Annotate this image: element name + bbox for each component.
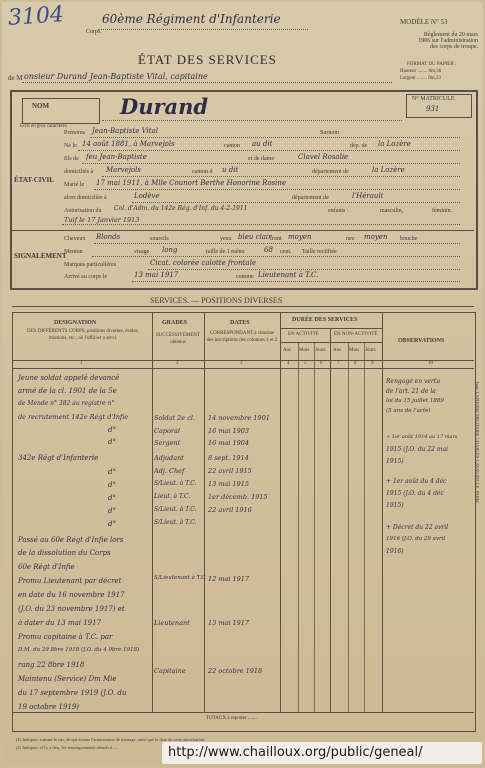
designation-line: d° (108, 481, 116, 489)
date-entry: 14 novembre 1901 (208, 414, 270, 422)
autorisation-label: Autorisation du (64, 208, 102, 214)
dept2-label: département de (312, 169, 349, 175)
grade-entry: S/Lieut. à T.C. (154, 506, 197, 513)
grade-entry: S/Lieut. à T.C. (154, 480, 197, 487)
observation-line: 1915 (J.O. du 4 déc (386, 490, 444, 497)
col-num-2: 2 (176, 361, 179, 366)
format-largeur: Largeur ........ 0m,23 (400, 76, 441, 81)
col-mois-1: Mois (299, 348, 310, 353)
date-entry: 12 mai 1917 (208, 575, 250, 583)
designation-line: d° (108, 507, 116, 515)
totaux-label: TOTAUX à reporter ........ (206, 716, 258, 721)
document-title: ÉTAT DES SERVICES (138, 52, 277, 67)
observation-line: 1915) (386, 502, 404, 509)
grade-entry: Caporal (154, 427, 180, 435)
col-jours-1: Jours (315, 348, 326, 353)
enfants-label: enfants : (328, 208, 349, 214)
signalement-label: SIGNALEMENT (14, 252, 67, 260)
etat-civil-label: ÉTAT-CIVIL (14, 176, 54, 184)
date-entry: 13 mai 1915 (208, 480, 250, 488)
nom-sub: Écrit en gros caractères (20, 124, 67, 129)
domicilies-label: domiciliés à (64, 169, 94, 175)
domicile-value: Lodève (134, 192, 160, 200)
reglement-text: Règlement du 20 mars 1906 sur l'administration des corps de troupe. (418, 32, 478, 50)
grade-entry: Capitaine (154, 667, 186, 675)
designation-line: d° (108, 468, 116, 476)
col-ans-2: Ans (333, 348, 342, 353)
col-observations: OBSERVATIONS (398, 338, 445, 344)
comme-label: comme (236, 274, 254, 280)
modele-number: MODÈLE N° 53 (400, 18, 448, 26)
footnote-2: (2) Indiquer, s'il y a lieu, les renseignements relatifs à ... (16, 745, 117, 750)
designation-line: de Mende n° 382 au registre n° (18, 400, 115, 407)
pere-value: feu Jean-Baptiste (86, 153, 147, 161)
bouche-label: bouche (400, 236, 418, 242)
date-entry: 1er décemb. 1915 (208, 493, 268, 501)
comme-value: Lieutenant à T.C. (258, 271, 319, 279)
designation-line: d° (108, 426, 116, 434)
designation-line: de recrutement 142e Régt d'Infie (18, 413, 129, 421)
autorisation-value: Col. d'Adm. du 142e Rég. d'Inf. du 4-2-1911 (114, 205, 248, 212)
col-num-9: 9 (371, 361, 374, 366)
canton-label: canton (224, 143, 240, 149)
col-num-3: 3 (240, 361, 243, 366)
fils-label: fils de (64, 156, 79, 162)
printer-credit: Imp. LAPIERRE MILITAIRE CHARLES-LAVAUZELLE, PARIS (475, 382, 480, 503)
sourcils-label: sourcils (150, 236, 169, 242)
matricule-label: N° MATRICULE (412, 96, 455, 102)
observation-line: loi du 15 juillet 1889 (386, 398, 444, 404)
date-entry: 22 avril 1915 (208, 467, 252, 475)
designation-line: à dater du 13 mai 1917 (18, 619, 102, 627)
col-ans-1: Ans (283, 348, 292, 353)
observation-line: 1916) (386, 548, 404, 555)
grade-entry: Lieutenant (154, 619, 190, 627)
feminin-label: féminin. (432, 208, 453, 214)
rectifiee-label: Taille rectifiée (302, 249, 337, 255)
canton2-label: canton d (192, 169, 213, 175)
col-mois-2: Mois (349, 348, 360, 353)
grade-entry: Soldat 2e cl. (154, 414, 195, 422)
subject-prefix: de M (8, 74, 23, 82)
canton2-value: u dit (222, 166, 239, 174)
designation-line: Jeune soldat appelé devancé (18, 374, 120, 382)
col-designation: DESIGNATION (54, 320, 97, 326)
taille-value: 68 (264, 246, 273, 254)
marie-value: 17 mai 1911, à Mlle Counort Berthe Honorine Rosine (96, 179, 287, 187)
prenoms-value: Jean-Baptiste Vital (92, 127, 159, 135)
designation-line: en date du 16 novembre 1917 (18, 591, 125, 599)
date-entry: 13 mai 1917 (208, 619, 250, 627)
mere-label: et de dame (248, 156, 274, 162)
dept-label: dép. de (350, 143, 368, 149)
designation-line: rang 22 8bre 1918 (18, 661, 85, 669)
watermark-url[interactable]: http://www.chailloux.org/public/geneal/ (168, 745, 423, 760)
document-sheet (2, 2, 483, 766)
designation-line: d° (108, 438, 116, 446)
dept3-label: département de (292, 195, 329, 201)
date-entry: 22 octobre 1918 (208, 667, 263, 675)
dept-value: la Lozère (378, 140, 411, 148)
domicilies-value: Marvejols (106, 166, 141, 174)
observation-line: + 1er août 1914 au 17 mars (386, 434, 458, 440)
designation-line: d° (108, 494, 116, 502)
footnote-1: (1) Indiquer, suivant le cas, de qui émane l'autorisation de mariage, ainsi que la date de cette autorisation. (16, 737, 206, 742)
designation-line: du 17 septembre 1919 (J.O. du (18, 689, 127, 697)
col-designation-sub: DES DIFFÉRENTS CORPS, positions diverses, écoles, missions, etc., où l'officier a servi. (27, 329, 139, 341)
ne-value: 14 août 1881, à Marvejols (82, 140, 175, 148)
designation-line: (J.O. du 23 novembre 1917) et (18, 605, 125, 613)
nez-label: nez (346, 236, 355, 242)
front-label: front (270, 236, 282, 242)
canton-value: au dit (252, 140, 273, 148)
marques-label: Marques particulières (64, 262, 117, 268)
cheveux-value: Blonds (96, 233, 121, 241)
marie-label: Marié le (64, 182, 85, 188)
prenoms-label: Prénoms (64, 130, 85, 136)
marques-value: Cicat. colorée calotte frontale (150, 259, 256, 267)
regiment-name: 60ème Régiment d'Infanterie (102, 12, 281, 26)
date-entry: 22 avril 1916 (208, 506, 252, 514)
observation-line: de l'art. 21 de la (386, 388, 436, 395)
col-num-4: 4 (287, 361, 290, 366)
col-dates-sub: CORRESPONDANT à chacune des inscriptions des colonnes 1 et 2 (206, 331, 278, 343)
date-entry: 16 mai 1903 (208, 427, 250, 435)
ne-label: Né le (64, 143, 77, 149)
yeux-label: yeux (220, 236, 232, 242)
designation-line: Promu capitaine à T.C. par (18, 633, 113, 641)
autorisation-value-2: Tuif le 17 Janvier 1913 (64, 216, 140, 224)
designation-line: de la dissolution du Corps (18, 549, 111, 557)
mere-value: Clavel Rosalie (298, 153, 349, 161)
corps-label: Corps. (86, 29, 102, 35)
grade-entry: S/Lieut. à T.C. (154, 519, 197, 526)
nom-label: NOM (32, 102, 50, 110)
col-dates: DATES (230, 320, 250, 326)
observation-line: + Décret du 22 avril (386, 524, 449, 531)
subject-name: onsieur Durand Jean-Baptiste Vital, capitaine (24, 72, 208, 81)
dept2-value: la Lozère (372, 166, 405, 174)
designation-line: 60e Régt d'Infie (18, 563, 75, 571)
matricule-value: 931 (426, 105, 440, 113)
date-entry: 16 mai 1904 (208, 439, 250, 447)
observation-line: 1915 (J.O. du 22 mai (386, 446, 449, 453)
designation-line: D.M. du 29 8bre 1918 (J.O. du 4 9bre 1918) (18, 647, 140, 653)
front-value: moyen (288, 233, 312, 241)
col-jours-2: Jours (365, 348, 376, 353)
col-grades: GRADES (162, 320, 188, 326)
domicile-label: alors domiciliée à (64, 195, 107, 201)
date-entry: 8 sept. 1914 (208, 454, 249, 462)
designation-line: armé de la cl. 1901 de la 5e (18, 387, 117, 395)
menton-label: Menton (64, 249, 83, 255)
nez-value: moyen (364, 233, 388, 241)
format-hauteur: Hauteur ........ 0m,36 (400, 69, 442, 74)
observation-line: (5 ans de l'acte) (386, 408, 431, 414)
col-duree: DURÉE DES SERVICES (292, 317, 358, 323)
designation-line: Promu Lieutenant par décret (18, 577, 122, 585)
observation-line: 1915) (386, 458, 404, 465)
corner-number: 3104 (7, 2, 65, 31)
dept3-value: l'Hérault (352, 192, 384, 200)
observation-line: Rengagé en vertu (386, 378, 441, 385)
masculin-label: masculin, (380, 208, 404, 214)
col-grades-sub: SUCCESSIVEMENT obtenus (155, 333, 201, 345)
designation-line: Passé au 60e Régt d'Infie lors (18, 536, 124, 544)
grade-entry: Sergent (154, 439, 181, 447)
grade-entry: Adjudant (154, 454, 184, 462)
arrive-label: Arrivé au corps le (64, 274, 108, 280)
taille-unit: cent. (280, 249, 292, 255)
observation-line: 1916 (J.O. du 29 avril (386, 536, 446, 542)
observation-line: + 1er août du 4 déc (386, 478, 447, 485)
designation-line: 342e Régt d'Infanterie (18, 454, 99, 462)
designation-line: d° (108, 520, 116, 528)
col-num-1: 1 (80, 361, 83, 366)
designation-line: Maintenu (Service) Dm Mie (18, 675, 117, 683)
visage-value: long (162, 246, 178, 254)
col-num-6: 6 (320, 361, 323, 366)
visage-label: visage (134, 249, 150, 255)
grade-entry: Adj. Chef (154, 467, 185, 475)
col-num-8: 8 (354, 361, 357, 366)
col-num-10: 10 (428, 361, 433, 366)
grade-entry: Lieut. à T.C. (154, 493, 191, 500)
surnom-label: Surnom (320, 130, 340, 136)
col-num-7: 7 (337, 361, 340, 366)
surname: Durand (120, 94, 209, 119)
col-activite: EN ACTIVITÉ (288, 332, 319, 337)
cheveux-label: Cheveux (64, 236, 86, 242)
yeux-value: bleu clair (238, 233, 272, 241)
designation-line: 19 octobre 1919) (18, 703, 80, 711)
arrive-value: 13 mai 1917 (134, 271, 179, 279)
col-num-5: 5 (304, 361, 307, 366)
col-non-activite: EN NON-ACTIVITÉ (334, 332, 378, 337)
services-title: SERVICES. — POSITIONS DIVERSES (150, 296, 283, 305)
format-label: FORMAT DU PAPIER : (407, 62, 457, 67)
grade-entry: S/Lieutenant à T.C. (154, 575, 208, 581)
taille-label: taille de 1 mètre (206, 249, 245, 255)
